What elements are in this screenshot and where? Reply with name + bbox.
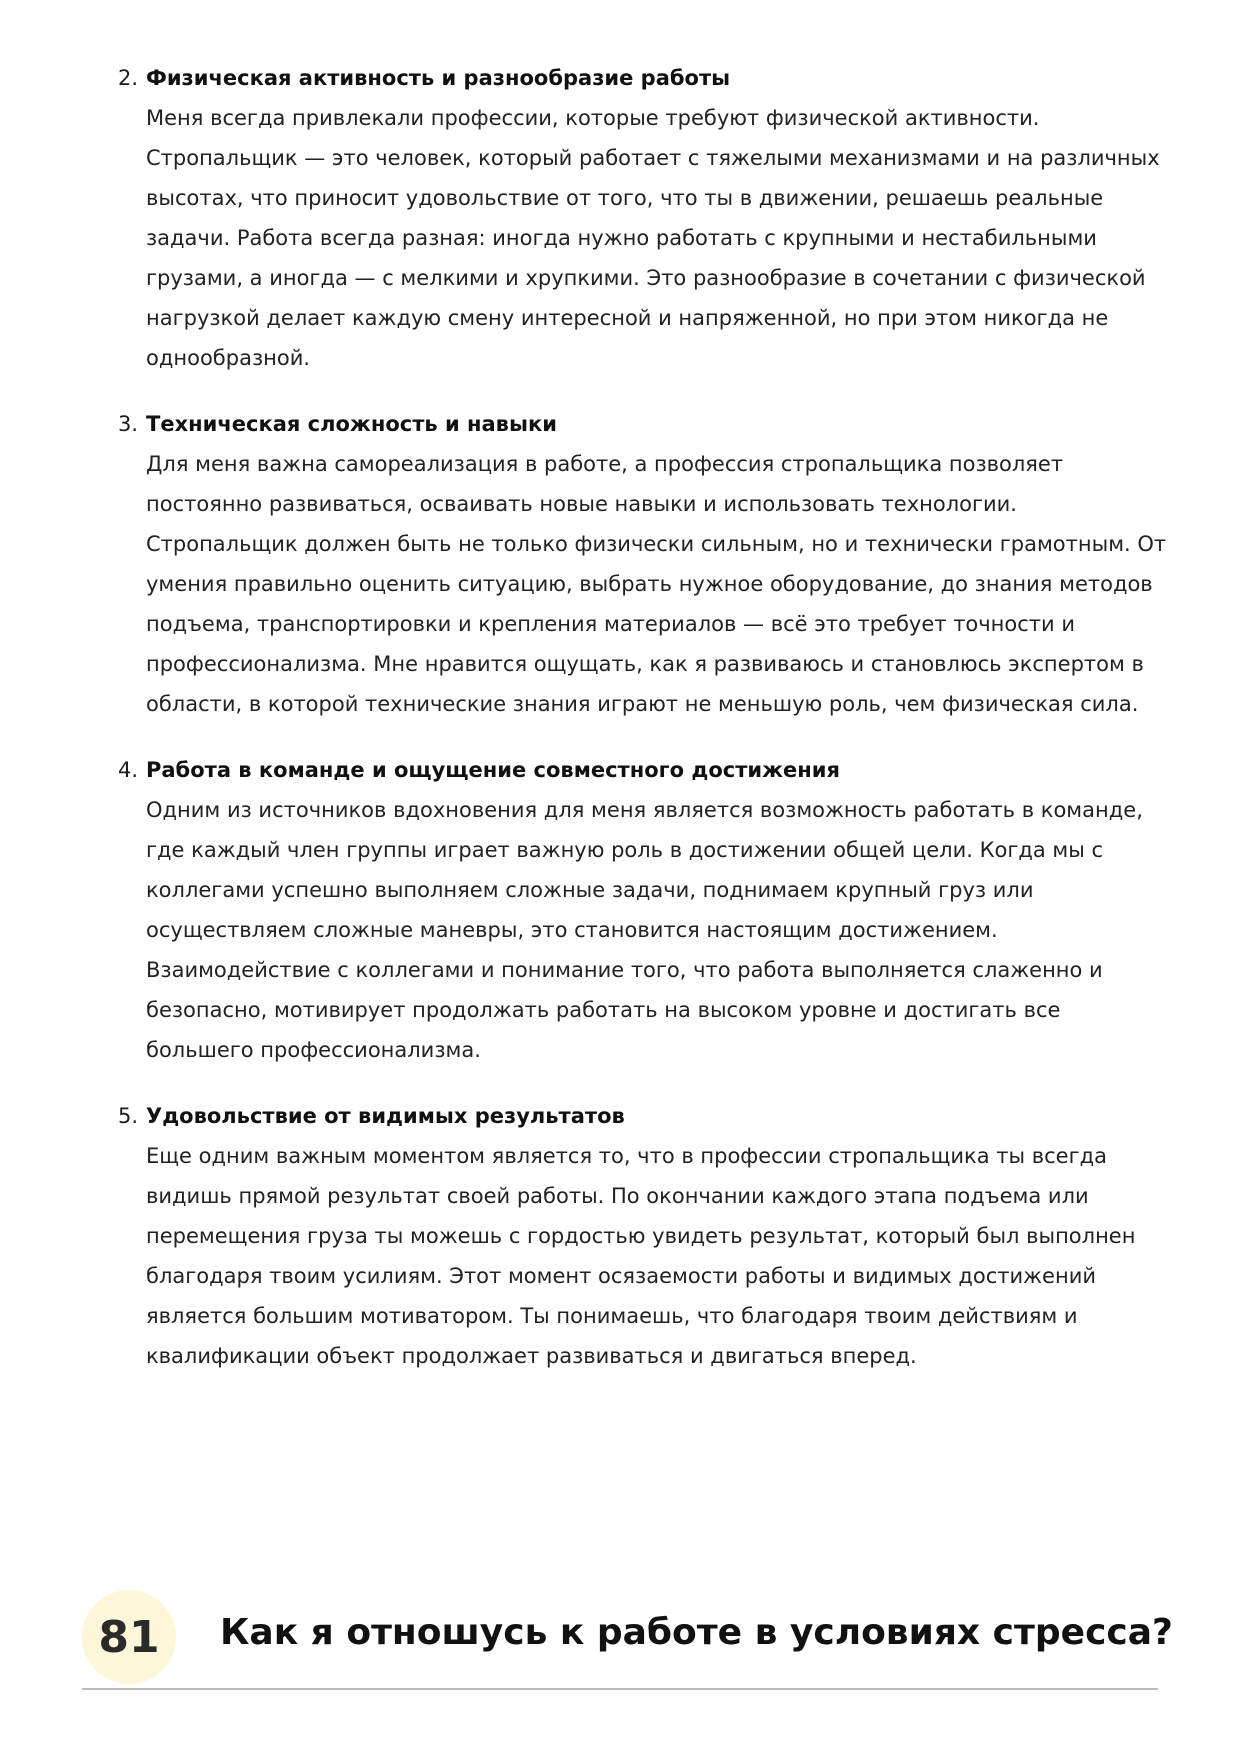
list-item (118, 1096, 1168, 1376)
list-item-title: Физическая активность и разнообразие работы (146, 66, 731, 90)
section-number-badge: 81 (82, 1590, 176, 1684)
list-item-title: Удовольствие от видимых результатов (146, 1104, 625, 1128)
list-item-number: 2. (118, 66, 139, 90)
list-item-number: 4. (118, 758, 139, 782)
section-header (82, 1578, 1173, 1690)
list-item-text: Еще одним важным моментом является то, что в профессии стропальщика ты всегда видишь прямой результат своей работы. По окончании каждого этапа подъема или перемещения груза ты можешь с гордостью увидеть результат, который был выполнен благодаря твоим усилиям. Этот момент осязаемости работы и видимых достижений является большим мотиватором. Ты понимаешь, что благодаря твоим действиям и квалификации объект продолжает развиваться и двигаться вперед. (146, 1144, 1136, 1368)
list-item-title: Работа в команде и ощущение совместного достижения (146, 758, 840, 782)
document-body (118, 58, 1168, 1402)
list-item-text: Меня всегда привлекали профессии, которые требуют физической активности. Стропальщик — это человек, который работает с тяжелыми механизмами и на различных высотах, что приносит удовольствие от того, что ты в движении, решаешь реальные задачи. Работа всегда разная: иногда нужно работать с крупными и нестабильными грузами, а иногда — с мелкими и хрупкими. Это разнообразие в сочетании с физической нагрузкой делает каждую смену интересной и напряженной, но при этом никогда не однообразной. (146, 106, 1160, 370)
list-item (118, 750, 1168, 1070)
list-item-text: Для меня важна самореализация в работе, а профессия стропальщика позволяет постоянно развиваться, осваивать новые навыки и использовать технологии. Стропальщик должен быть не только физически сильным, но и технически грамотным. От умения правильно оценить ситуацию, выбрать нужное оборудование, до знания методов подъема, транспортировки и крепления материалов — всё это требует точности и профессионализма. Мне нравится ощущать, как я развиваюсь и становлюсь экспертом в области, в которой технические знания играют не меньшую роль, чем физическая сила. (146, 452, 1167, 716)
list-item-number: 5. (118, 1104, 139, 1128)
section-title: Как я отношусь к работе в условиях стресса? (220, 1612, 1173, 1653)
list-item-number: 3. (118, 412, 139, 436)
list-item (118, 58, 1168, 378)
list-item (118, 404, 1168, 724)
list-item-text: Одним из источников вдохновения для меня является возможность работать в команде, где каждый член группы играет важную роль в достижении общей цели. Когда мы с коллегами успешно выполняем сложные задачи, поднимаем крупный груз или осуществляем сложные маневры, это становится настоящим достижением. Взаимодействие с коллегами и понимание того, что работа выполняется слаженно и безопасно, мотивирует продолжать работать на высоком уровне и достигать все большего профессионализма. (146, 798, 1143, 1062)
list-item-title: Техническая сложность и навыки (146, 412, 557, 436)
